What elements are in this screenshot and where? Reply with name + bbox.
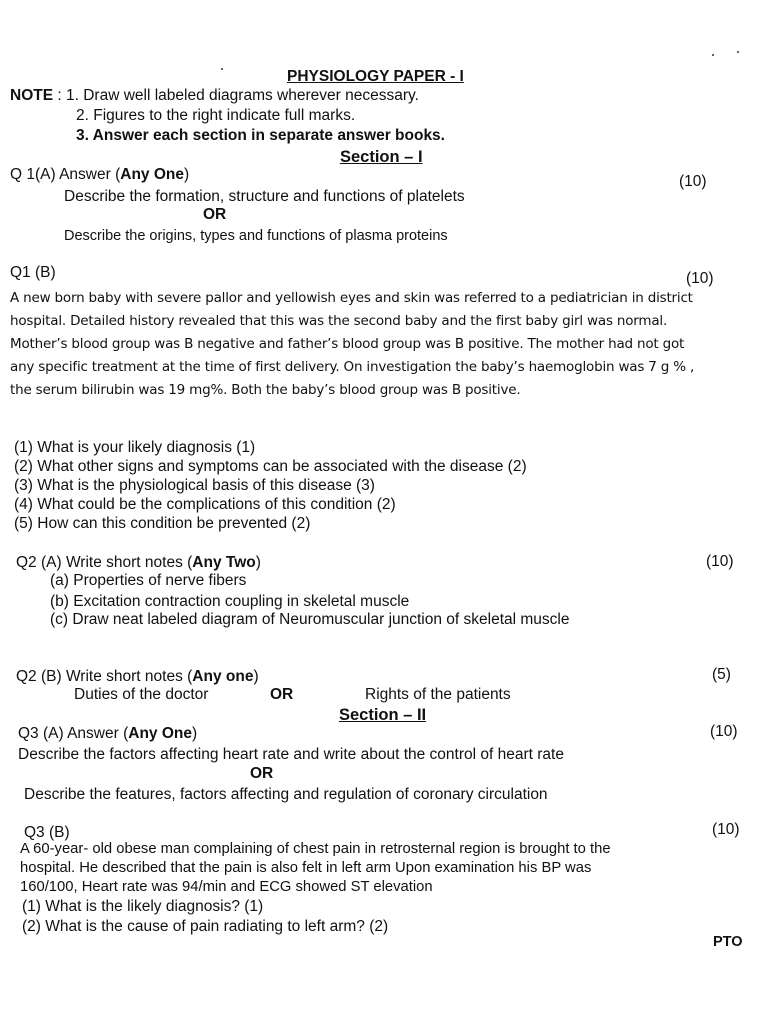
marks: (10) [679,173,707,190]
label-emphasis: Any one [192,668,254,685]
marks: (5) [712,666,731,683]
section-heading: Section – II [339,706,427,724]
label-text: Q2 (B) Write short notes ( [16,668,193,685]
sub-question: (5) How can this condition be prevented (2) [14,515,311,532]
option-text: Describe the features, factors affecting and regulation of coronary circulation [24,786,548,803]
case-line: Mother’s blood group was B negative and father’s blood group was B positive. The mother had not got [10,336,685,352]
question-label [10,166,189,184]
note-line-1: NOTE : 1. Draw well labeled diagrams wherever necessary. [10,87,419,104]
label-text: ) [191,725,198,742]
or-separator: OR [203,206,227,223]
sub-question: (4) What could be the complications of this condition (2) [14,496,396,513]
label-text: ) [253,668,259,685]
option-text: Duties of the doctor [74,686,209,703]
label-text: ) [183,166,190,183]
sub-question: (2) What other signs and symptoms can be associated with the disease (2) [14,458,527,475]
question-label [16,668,259,686]
sub-question: (1) What is the likely diagnosis? (1) [22,898,264,915]
case-line: 160/100, Heart rate was 94/min and ECG showed ST elevation [20,879,433,895]
case-line: any specific treatment at the time of first delivery. On investigation the baby’s haemoglobin was 7 g % , [10,359,695,375]
option-text: Describe the origins, types and functions of plasma proteins [64,228,448,244]
option-text: Describe the formation, structure and functions of platelets [64,188,465,205]
list-item: (c) Draw neat labeled diagram of Neuromuscular junction of skeletal muscle [50,611,570,628]
case-line: hospital. He described that the pain is also felt in left arm Upon examination his BP was [20,860,592,876]
label-emphasis: Any Two [192,554,256,571]
marks: (10) [710,723,738,740]
label-text: ) [255,554,261,571]
option-text: Rights of the patients [365,686,511,703]
question-label: Q1 (B) [10,264,56,281]
marks: (10) [686,270,714,287]
option-text: Describe the factors affecting heart rate and write about the control of heart rate [18,746,564,763]
label-text: Q3 (A) Answer ( [18,725,129,742]
case-line: A new born baby with severe pallor and yellowish eyes and skin was referred to a pediatrician in district [10,290,693,306]
case-line: the serum bilirubin was 19 mg%. Both the baby’s blood group was B positive. [10,382,521,398]
sub-question: (3) What is the physiological basis of this disease (3) [14,477,375,494]
note-item: 3. Answer each section in separate answer books. [76,127,445,144]
question-label [16,554,261,572]
scan-speck [221,68,223,70]
scan-speck [737,51,739,53]
list-item: (b) Excitation contraction coupling in skeletal muscle [50,593,410,610]
label-text: Q2 (A) Write short notes ( [16,554,193,571]
scan-speck [712,54,714,56]
or-separator: OR [250,765,274,782]
section-heading: Section – I [340,148,423,166]
paper-title: PHYSIOLOGY PAPER - I [287,68,464,85]
note-label: NOTE [10,87,54,104]
marks: (10) [712,821,740,838]
or-separator: OR [270,686,294,703]
marks: (10) [706,553,734,570]
sub-question: (2) What is the cause of pain radiating to left arm? (2) [22,918,389,935]
question-label [18,725,197,743]
question-label: Q3 (B) [24,824,70,841]
case-line: A 60-year- old obese man complaining of chest pain in retrosternal region is brought to the [20,841,611,857]
list-item: (a) Properties of nerve fibers [50,572,247,589]
label-text: Q 1(A) Answer ( [10,166,121,183]
note-item: 1. Draw well labeled diagrams wherever necessary. [65,87,419,104]
sub-question: (1) What is your likely diagnosis (1) [14,439,256,456]
pto-label: PTO [713,934,743,950]
case-line: hospital. Detailed history revealed that this was the second baby and the first baby girl was normal. [10,313,668,329]
label-emphasis: Any One [120,166,184,183]
label-emphasis: Any One [128,725,192,742]
note-item: 2. Figures to the right indicate full marks. [76,107,356,124]
